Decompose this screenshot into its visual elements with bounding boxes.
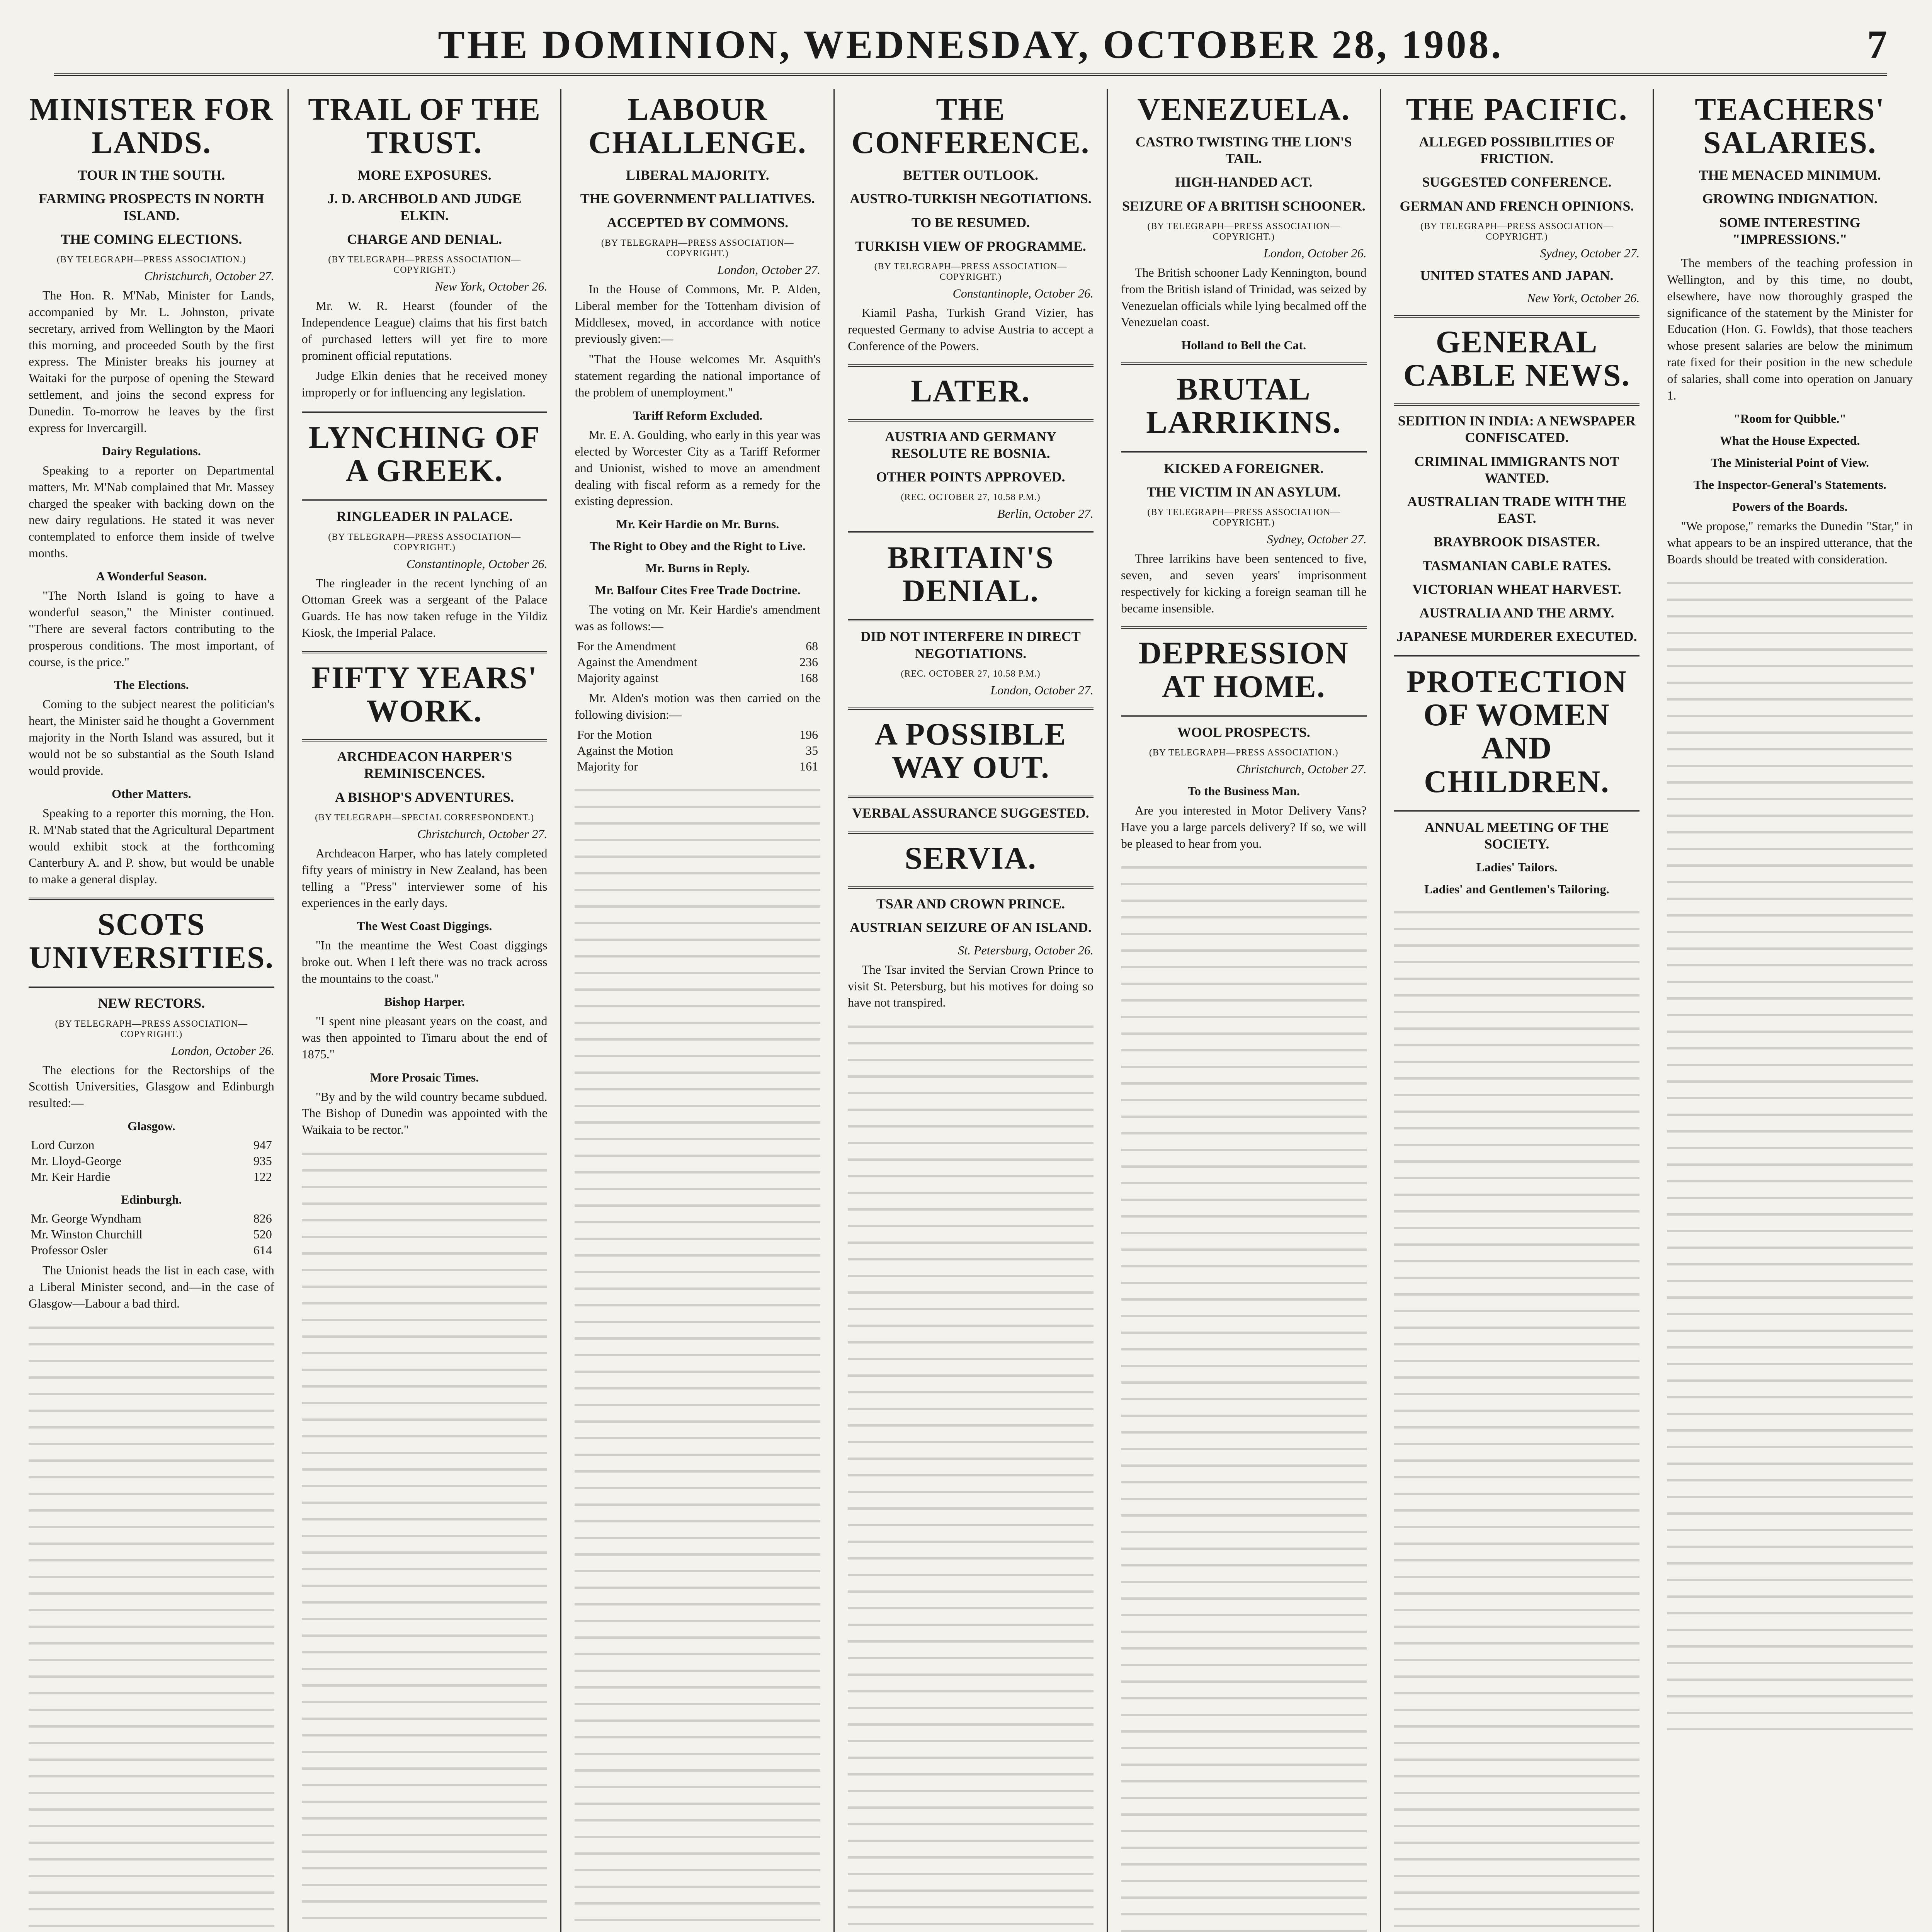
side-heading: Ladies' Tailors. (1476, 860, 1558, 874)
subheading: RINGLEADER IN PALACE. (336, 509, 513, 524)
body-text-lines (1121, 855, 1367, 1932)
column-7 (1654, 89, 1926, 1932)
article-paragraph: Judge Elkin denies that he received money improperly or for influencing any legislation. (301, 369, 548, 400)
column-headline: THE PACIFIC. (1406, 92, 1628, 127)
subheading: BRAYBROOK DISASTER. (1434, 534, 1600, 550)
wire-credit: (BY TELEGRAPH—PRESS ASSOCIATION—COPYRIGHT.) (1420, 221, 1613, 242)
results-row (29, 1242, 274, 1258)
wire-credit: (BY TELEGRAPH—SPECIAL CORRESPONDENT.) (315, 812, 534, 823)
subheading: SEDITION IN INDIA: A NEWSPAPER CONFISCATED. (1398, 413, 1636, 446)
side-heading: Mr. Keir Hardie on Mr. Burns. (616, 517, 779, 531)
newspaper-title: THE DOMINION, WEDNESDAY, OCTOBER 28, 1908. (438, 22, 1503, 67)
wire-credit: (BY TELEGRAPH—PRESS ASSOCIATION—COPYRIGHT.) (1147, 507, 1340, 528)
side-heading: More Prosaic Times. (370, 1070, 479, 1084)
article-paragraph: "By and by the wild country became subdued. The Bishop of Dunedin was appointed with the Waikaia to be rector." (301, 1089, 548, 1137)
dateline: Sydney, October 27. (1540, 246, 1640, 260)
body-text-lines (1394, 900, 1640, 1932)
results-table (29, 1211, 274, 1258)
wire-credit: (BY TELEGRAPH—PRESS ASSOCIATION.) (1149, 747, 1338, 758)
dateline: Berlin, October 27. (997, 507, 1094, 521)
subheading: HIGH-HANDED ACT. (1175, 174, 1313, 190)
article-paragraph: The elections for the Rectorships of the Scottish Universities, Glasgow and Edinburgh resulted:— (29, 1063, 274, 1110)
subheading: SOME INTERESTING "IMPRESSIONS." (1719, 214, 1861, 247)
subheading: UNITED STATES AND JAPAN. (1420, 267, 1614, 283)
body-text-lines (302, 1142, 548, 1932)
results-row (575, 670, 820, 686)
subheading: THE VICTIM IN AN ASYLUM. (1146, 484, 1341, 500)
side-heading: Mr. Balfour Cites Free Trade Doctrine. (595, 583, 801, 597)
subheading: JAPANESE MURDERER EXECUTED. (1396, 629, 1637, 645)
side-heading: The Ministerial Point of View. (1711, 455, 1869, 469)
article-paragraph: Mr. E. A. Goulding, who early in this year was elected by Worcester City as a Tariff Reformer and Unionist, wished to move an amendment dealing with fiscal reform as a remedy for the existing depression. (575, 427, 821, 508)
column-4 (835, 89, 1108, 1932)
article-columns (15, 89, 1926, 1932)
article-headline (29, 898, 274, 988)
article-paragraph: Mr. W. R. Hearst (founder of the Independence League) claims that his first batch of purchased letters will yet fire to more prominent official reputations. (301, 298, 548, 362)
subheading: TURKISH VIEW OF PROGRAMME. (855, 238, 1086, 254)
article-headline-text: GENERAL CABLE NEWS. (1403, 324, 1630, 393)
side-heading: To the Business Man. (1187, 784, 1300, 798)
side-heading: The Right to Obey and the Right to Live. (589, 539, 806, 553)
page-number: 7 (1867, 22, 1887, 67)
side-heading: Ladies' and Gentlemen's Tailoring. (1424, 882, 1609, 896)
results-row (29, 1153, 274, 1169)
subheading: GERMAN AND FRENCH OPINIONS. (1400, 198, 1634, 214)
dateline: London, October 26. (171, 1043, 274, 1058)
article-headline-text: LATER. (911, 373, 1031, 408)
results-row (29, 1169, 274, 1185)
body-text-lines (575, 778, 820, 1932)
article-headline (848, 531, 1094, 621)
side-heading: The Inspector-General's Statements. (1693, 477, 1886, 492)
results-value: 196 (799, 727, 818, 742)
results-value: 122 (253, 1170, 272, 1184)
results-value: 947 (253, 1138, 272, 1152)
subheading: J. D. ARCHBOLD AND JUDGE ELKIN. (327, 191, 522, 223)
dateline: London, October 26. (1263, 246, 1367, 260)
results-label: Mr. Keir Hardie (31, 1170, 111, 1184)
article-paragraph: The Unionist heads the list in each case, with a Liberal Minister second, and—in the case of Glasgow—Labour a bad third. (29, 1263, 274, 1310)
results-value: 236 (799, 655, 818, 669)
article-headline (302, 651, 548, 742)
subheading: NEW RECTORS. (98, 995, 205, 1011)
article-paragraph: Mr. Alden's motion was then carried on the following division:— (575, 691, 821, 721)
article-paragraph: Archdeacon Harper, who has lately completed fifty years of ministry in New Zealand, has been telling a "Press" interviewer some of his experiences in the early days. (301, 846, 548, 910)
subheading: MORE EXPOSURES. (357, 167, 492, 183)
results-row (29, 1211, 274, 1226)
subheading: AUSTRO-TURKISH NEGOTIATIONS. (850, 191, 1092, 207)
body-text-lines (29, 1316, 274, 1932)
subheading: BETTER OUTLOOK. (903, 167, 1039, 183)
subheading: GROWING INDIGNATION. (1702, 191, 1878, 207)
results-value: 161 (799, 759, 818, 773)
results-table (29, 1137, 274, 1185)
subheading: VERBAL ASSURANCE SUGGESTED. (852, 805, 1089, 821)
results-label: Lord Curzon (31, 1138, 95, 1152)
results-label: Mr. Winston Churchill (31, 1227, 143, 1242)
column-2 (289, 89, 562, 1932)
results-row (575, 759, 820, 774)
subheading: OTHER POINTS APPROVED. (876, 469, 1065, 485)
article-headline (1394, 655, 1640, 812)
column-headline: TRAIL OF THE TRUST. (308, 92, 541, 160)
results-row (575, 654, 820, 670)
results-row (29, 1226, 274, 1242)
dateline: St. Petersburg, October 26. (958, 943, 1094, 957)
subheading: WOOL PROSPECTS. (1177, 724, 1310, 740)
article-headline-text: BRITAIN'S DENIAL. (887, 540, 1054, 609)
results-row (575, 743, 820, 759)
results-label: Majority for (577, 759, 638, 773)
subheading: TSAR AND CROWN PRINCE. (876, 896, 1065, 912)
subheading: ACCEPTED BY COMMONS. (607, 214, 789, 230)
column-headline: VENEZUELA. (1137, 92, 1350, 127)
results-row (575, 638, 820, 654)
subheading: A BISHOP'S ADVENTURES. (335, 789, 514, 805)
dateline: Christchurch, October 27. (144, 269, 274, 283)
article-paragraph: Kiamil Pasha, Turkish Grand Vizier, has requested Germany to advise Austria to accept a Conference of the Powers. (848, 305, 1094, 353)
column-headline: THE CONFERENCE. (851, 92, 1090, 160)
article-headline-text: PROTECTION OF WOMEN AND CHILDREN. (1406, 664, 1628, 799)
article-paragraph: Speaking to a reporter this morning, the Hon. R. M'Nab stated that the Agricultural Department would exhibit stock at the forthcoming Canterbury A. and P. show, but would be unable to make a general display. (29, 806, 274, 886)
dateline: Christchurch, October 27. (1236, 762, 1367, 776)
side-heading: Mr. Burns in Reply. (645, 561, 750, 575)
subheading: SEIZURE OF A BRITISH SCHOONER. (1122, 198, 1366, 214)
results-row (29, 1137, 274, 1153)
article-paragraph: In the House of Commons, Mr. P. Alden, Liberal member for the Tottenham division of Middlesex, moved, in accordance with notice previously given:— (575, 282, 821, 346)
column-1 (15, 89, 289, 1932)
wire-credit: (REC. OCTOBER 27, 10.58 P.M.) (901, 668, 1041, 679)
wire-credit: (BY TELEGRAPH—PRESS ASSOCIATION—COPYRIGHT.) (328, 254, 521, 275)
results-label: Against the Motion (577, 743, 673, 757)
dateline: Christchurch, October 27. (417, 827, 548, 841)
dateline: Constantinople, October 26. (406, 556, 548, 571)
results-label: Mr. George Wyndham (31, 1211, 141, 1226)
article-headline (848, 707, 1094, 798)
side-heading: Dairy Regulations. (102, 444, 201, 458)
results-value: 935 (253, 1154, 272, 1168)
wire-credit: (BY TELEGRAPH—PRESS ASSOCIATION—COPYRIGHT.) (328, 532, 521, 553)
subheading: CASTRO TWISTING THE LION'S TAIL. (1135, 134, 1352, 167)
article-paragraph: The Tsar invited the Servian Crown Prince to visit St. Petersburg, but his motives for doing so have not transpired. (848, 962, 1094, 1010)
side-heading: Other Matters. (112, 786, 191, 801)
subheading: THE COMING ELECTIONS. (61, 231, 242, 247)
article-paragraph: The members of the teaching profession in Wellington, and by this time, no doubt, elsewhere, have now thoroughly grasped the significance of the statement by the Minister for Education (Hon. G. Fowlds), that those teachers whose present salaries are below the minimum rate fixed for their position in the new schedule of salaries, shall come into operation on January 1. (1667, 255, 1913, 402)
body-text-lines (848, 1015, 1094, 1932)
subheading: AUSTRIA AND GERMANY RESOLUTE RE BOSNIA. (884, 429, 1057, 461)
dateline: London, October 27. (717, 262, 821, 277)
results-label: For the Motion (577, 727, 652, 742)
results-table (575, 638, 820, 686)
dateline: London, October 27. (990, 683, 1094, 697)
results-value: 614 (253, 1243, 272, 1257)
article-headline (1121, 626, 1367, 717)
article-paragraph: Speaking to a reporter on Departmental matters, Mr. M'Nab complained that Mr. Massey charged the speaker with backing down on the new dairy regulations. He stated it was never contemplated to enforce them inside of twelve months. (29, 463, 274, 560)
article-headline (302, 411, 548, 501)
subheading: KICKED A FOREIGNER. (1164, 460, 1324, 476)
results-label: Professor Osler (31, 1243, 108, 1257)
wire-credit: (BY TELEGRAPH—PRESS ASSOCIATION—COPYRIGHT.) (601, 238, 794, 259)
column-headline: TEACHERS' SALARIES. (1695, 92, 1885, 160)
column-6 (1381, 89, 1654, 1932)
results-label: For the Amendment (577, 639, 676, 653)
subheading: FARMING PROSPECTS IN NORTH ISLAND. (39, 191, 264, 223)
results-row (575, 727, 820, 743)
wire-credit: (BY TELEGRAPH—PRESS ASSOCIATION—COPYRIGHT.) (874, 261, 1067, 282)
masthead (54, 15, 1887, 76)
subheading: LIBERAL MAJORITY. (626, 167, 769, 183)
subheading: CRIMINAL IMMIGRANTS NOT WANTED. (1414, 453, 1619, 486)
subheading: VICTORIAN WHEAT HARVEST. (1412, 581, 1621, 597)
side-heading: What the House Expected. (1719, 433, 1860, 447)
side-heading: Holland to Bell the Cat. (1181, 338, 1306, 352)
article-paragraph: Coming to the subject nearest the politician's heart, the Minister said he thought a Government majority in the North Island was assured, but it would not be so substantial as the South Island would provide. (29, 697, 274, 777)
results-value: 168 (799, 671, 818, 685)
article-headline-text: SERVIA. (905, 840, 1037, 876)
side-heading: The Elections. (114, 678, 189, 692)
side-heading: Tariff Reform Excluded. (633, 408, 763, 422)
results-label: Majority against (577, 671, 659, 685)
subheading: AUSTRALIAN TRADE WITH THE EAST. (1407, 493, 1627, 526)
subheading: CHARGE AND DENIAL. (347, 231, 502, 247)
side-heading: The West Coast Diggings. (357, 919, 492, 933)
article-headline (1121, 362, 1367, 453)
column-3 (561, 89, 835, 1932)
subheading: THE MENACED MINIMUM. (1699, 167, 1881, 183)
side-heading: A Wonderful Season. (96, 569, 207, 583)
article-paragraph: The ringleader in the recent lynching of an Ottoman Greek was a sergeant of the Palace Guards. He has now taken refuge in the Yildiz Kiosk, the Imperial Palace. (301, 576, 548, 640)
article-paragraph: "That the House welcomes Mr. Asquith's statement regarding the national importance of the problem of unemployment." (575, 352, 821, 399)
side-heading: Powers of the Boards. (1732, 499, 1848, 514)
column-headline: MINISTER FOR LANDS. (29, 92, 274, 160)
wire-credit: (BY TELEGRAPH—PRESS ASSOCIATION—COPYRIGHT.) (1147, 221, 1340, 242)
wire-credit: (REC. OCTOBER 27, 10.58 P.M.) (901, 492, 1041, 503)
column-5 (1108, 89, 1381, 1932)
article-paragraph: "The North Island is going to have a wonderful season," the Minister continued. "There are several factors contributing to the prosperous conditions. The most important, of course, is the price." (29, 588, 274, 669)
article-headline (848, 364, 1094, 422)
results-label: Against the Amendment (577, 655, 697, 669)
subheading: TO BE RESUMED. (911, 214, 1030, 230)
subheading: ALLEGED POSSIBILITIES OF FRICTION. (1419, 134, 1615, 167)
subheading: AUSTRALIA AND THE ARMY. (1419, 605, 1614, 621)
subheading: TASMANIAN CABLE RATES. (1422, 558, 1611, 573)
side-heading: "Room for Quibble." (1733, 411, 1847, 425)
article-headline-text: DEPRESSION AT HOME. (1138, 635, 1349, 704)
dateline: Sydney, October 27. (1267, 532, 1367, 546)
results-label: Mr. Lloyd-George (31, 1154, 122, 1168)
dateline: New York, October 26. (1527, 291, 1640, 305)
subheading: THE GOVERNMENT PALLIATIVES. (580, 191, 815, 207)
results-value: 35 (806, 743, 818, 757)
body-text-lines (1667, 571, 1913, 1730)
article-headline-text: BRUTAL LARRIKINS. (1146, 371, 1342, 440)
dateline: Constantinople, October 26. (952, 286, 1094, 300)
subheading: AUSTRIAN SEIZURE OF AN ISLAND. (850, 920, 1092, 935)
dateline: New York, October 26. (435, 279, 548, 293)
side-heading: Edinburgh. (121, 1192, 182, 1207)
side-heading: Bishop Harper. (384, 994, 465, 1009)
results-table (575, 727, 820, 774)
wire-credit: (BY TELEGRAPH—PRESS ASSOCIATION—COPYRIGHT.) (55, 1019, 248, 1039)
results-value: 68 (806, 639, 818, 653)
article-headline-text: SCOTS UNIVERSITIES. (29, 906, 274, 975)
article-headline-text: A POSSIBLE WAY OUT. (874, 716, 1067, 785)
article-paragraph: Are you interested in Motor Delivery Vans? Have you a large parcels delivery? If so, we will be pleased to hear from you. (1121, 803, 1367, 850)
subheading: TOUR IN THE SOUTH. (78, 167, 225, 183)
subheading: ANNUAL MEETING OF THE SOCIETY. (1424, 819, 1609, 852)
article-headline (1394, 315, 1640, 406)
article-paragraph: The Hon. R. M'Nab, Minister for Lands, accompanied by Mr. L. Johnston, private secretary, arrived from Wellington by the Maori this morning, and proceeded South by the first express. The Minister breaks his journey at Waitaki for the purpose of opening the Steward settlement, and joins the second express for Dunedin. To-morrow he leaves by the first express for Invercargill. (29, 288, 274, 435)
article-headline (848, 832, 1094, 889)
article-paragraph: The voting on Mr. Keir Hardie's amendment was as follows:— (575, 602, 821, 633)
subheading: DID NOT INTERFERE IN DIRECT NEGOTIATIONS. (861, 629, 1081, 661)
article-paragraph: The British schooner Lady Kennington, bound from the British island of Trinidad, was seized by Venezuelan officials while lying becalmed off the Venezuelan coast. (1121, 265, 1367, 329)
side-heading: Glasgow. (128, 1119, 175, 1133)
subheading: SUGGESTED CONFERENCE. (1422, 174, 1612, 190)
article-headline-text: LYNCHING OF A GREEK. (308, 420, 541, 488)
article-paragraph: "I spent nine pleasant years on the coast, and was then appointed to Timaru about the end of 1875." (301, 1014, 548, 1061)
column-headline: LABOUR CHALLENGE. (588, 92, 807, 160)
article-paragraph: Three larrikins have been sentenced to five, seven, and seven years' imprisonment respectively for kicking a foreign seaman till he became insensible. (1121, 551, 1367, 615)
results-value: 826 (253, 1211, 272, 1226)
article-paragraph: "We propose," remarks the Dunedin "Star," in what appears to be an inspired utterance, that the Boards should be treated with consideration. (1667, 519, 1913, 566)
subheading: ARCHDEACON HARPER'S REMINISCENCES. (337, 749, 512, 781)
results-value: 520 (253, 1227, 272, 1242)
wire-credit: (BY TELEGRAPH—PRESS ASSOCIATION.) (56, 254, 246, 265)
article-headline-text: FIFTY YEARS' WORK. (311, 660, 538, 729)
article-paragraph: "In the meantime the West Coast diggings broke out. When I left there was no track across the mountains to the coast." (301, 938, 548, 986)
